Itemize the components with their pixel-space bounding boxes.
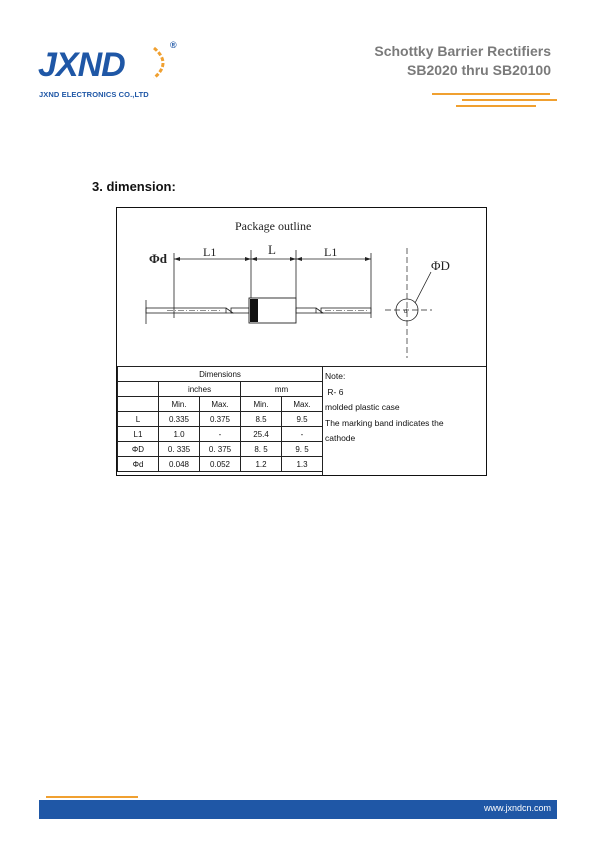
notes-block — [325, 369, 444, 447]
l-label: L — [268, 242, 276, 257]
table-corner — [118, 397, 159, 412]
footer-bar — [39, 800, 557, 819]
column-header: Max. — [200, 397, 241, 412]
table-cell: 9.5 — [282, 412, 323, 427]
note-line: Note: — [325, 371, 346, 381]
row-label: L — [118, 412, 159, 427]
header-accent-line — [432, 93, 550, 95]
row-label: L1 — [118, 427, 159, 442]
column-header: Min. — [241, 397, 282, 412]
table-row — [118, 457, 323, 472]
header-accent-line — [456, 105, 536, 107]
registered-mark: ® — [170, 40, 177, 50]
company-name: JXND ELECTRONICS CO.,LTD — [39, 90, 149, 99]
table-cell: 1.3 — [282, 457, 323, 472]
note-line: molded plastic case — [325, 402, 400, 412]
doc-subtitle: SB2020 thru SB20100 — [407, 62, 551, 78]
phi-D-label: ΦD — [431, 258, 450, 273]
l1-left-label: L1 — [203, 245, 217, 259]
table-cell: 1.2 — [241, 457, 282, 472]
package-outline-drawing — [117, 208, 486, 366]
table-corner — [118, 382, 159, 397]
unit-inches-header: inches — [159, 382, 241, 397]
note-line: The marking band indicates the — [325, 417, 444, 428]
drawing-caption: Package outline — [235, 219, 312, 233]
table-row — [118, 412, 323, 427]
table-cell: 0.048 — [159, 457, 200, 472]
table-row — [118, 442, 323, 457]
table-cell: 8.5 — [241, 412, 282, 427]
table-row — [118, 427, 323, 442]
table-top-rule — [117, 366, 486, 367]
table-cell: - — [200, 427, 241, 442]
table-cell: 0. 335 — [159, 442, 200, 457]
dimensions-table — [117, 366, 323, 472]
doc-title: Schottky Barrier Rectifiers — [374, 43, 551, 59]
column-header: Max. — [282, 397, 323, 412]
table-cell: 0.335 — [159, 412, 200, 427]
section-heading: 3. dimension: — [92, 179, 176, 194]
table-cell: 25.4 — [241, 427, 282, 442]
row-label: Φd — [118, 457, 159, 472]
note-line: R- 6 — [325, 386, 344, 397]
table-cell: 0.052 — [200, 457, 241, 472]
column-header: Min. — [159, 397, 200, 412]
table-cell: 0.375 — [200, 412, 241, 427]
table-title: Dimensions — [118, 367, 323, 382]
table-cell: 1.0 — [159, 427, 200, 442]
table-cell: 0. 375 — [200, 442, 241, 457]
company-logo: JXND — [38, 46, 125, 84]
header-accent-line — [462, 99, 557, 101]
table-cell: - — [282, 427, 323, 442]
note-line: cathode — [325, 433, 356, 443]
row-label: ΦD — [118, 442, 159, 457]
cathode-band — [250, 299, 258, 322]
footer-accent-line — [46, 796, 138, 798]
footer-website-link[interactable]: www.jxndcn.com — [483, 803, 551, 813]
svg-text:d: d — [404, 309, 408, 315]
table-cell: 9. 5 — [282, 442, 323, 457]
notes-divider — [322, 366, 323, 475]
table-cell: 8. 5 — [241, 442, 282, 457]
phi-d-label: Φd — [149, 251, 168, 266]
l1-right-label: L1 — [324, 245, 338, 259]
unit-mm-header: mm — [241, 382, 323, 397]
logo-arc-icon — [150, 46, 174, 80]
